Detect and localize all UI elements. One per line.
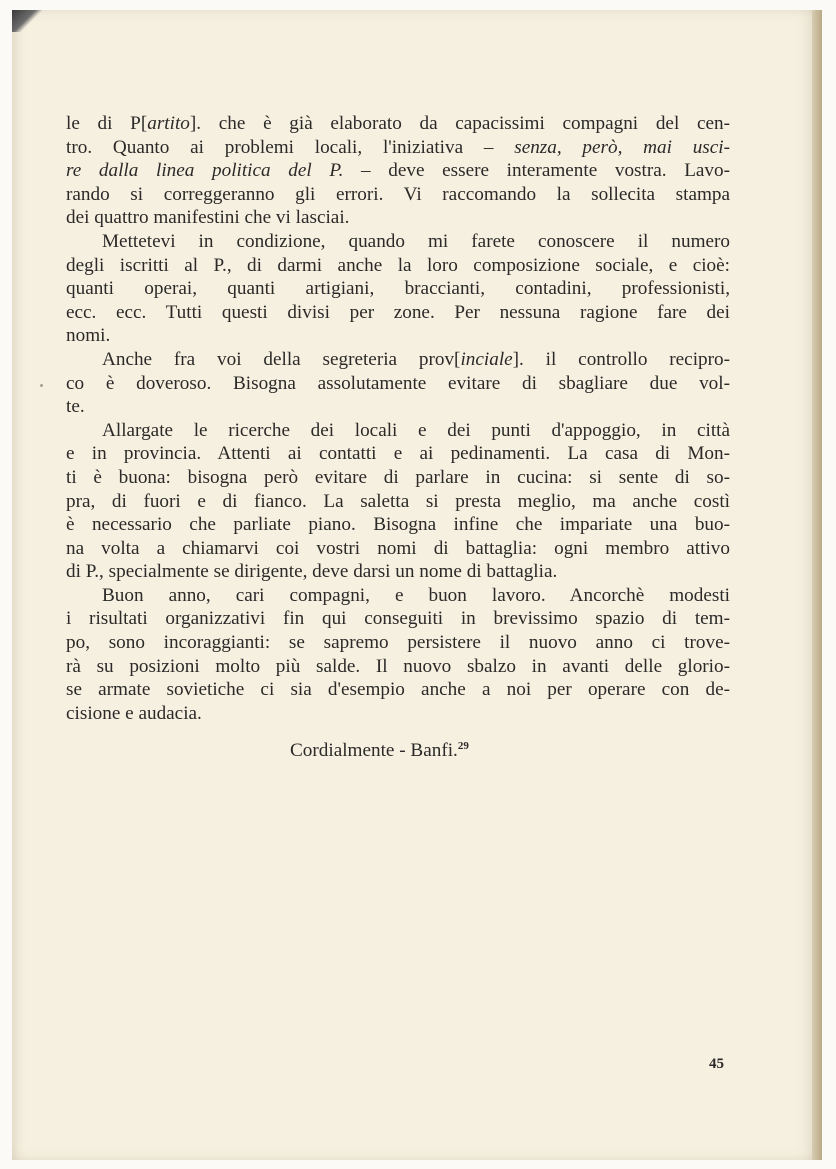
text-line: dei quattro manifestini che vi lasciai. bbox=[66, 207, 350, 229]
text-line: nomi. bbox=[66, 325, 111, 347]
text-line: rà su posizioni molto più salde. Il nuovo sbalzo in avanti delle glorio- bbox=[66, 655, 730, 677]
text-line: le di P[artito]. che è già elaborato da capacissimi compagni del cen- bbox=[66, 113, 730, 134]
text-line: rando si correggeranno gli errori. Vi raccomando la sollecita stampa bbox=[66, 183, 730, 205]
letter-text bbox=[66, 112, 730, 763]
text-line: ti è buona: bisogna però evitare di parlare in cucina: si sente di so- bbox=[66, 466, 730, 488]
page-speck bbox=[40, 384, 43, 387]
text-line: i risultati organizzativi fin qui conseguiti in brevissimo spazio di tem- bbox=[66, 608, 730, 630]
text-line: di P., specialmente se dirigente, deve darsi un nome di battaglia. bbox=[66, 561, 558, 583]
text-line: re dalla linea politica del P. – deve essere interamente vostra. Lavo- bbox=[66, 160, 731, 182]
text-line: quanti operai, quanti artigiani, braccianti, contadini, professionisti, bbox=[66, 278, 730, 300]
signature-text: Cordialmente - Banfi. bbox=[290, 740, 458, 762]
page-number: 45 bbox=[709, 1056, 724, 1072]
text-line: degli iscritti al P., di darmi anche la loro composizione sociale, e cioè: bbox=[66, 254, 730, 276]
book-spine-shadow bbox=[812, 10, 822, 1160]
text-line: po, sono incoraggianti: se sapremo persistere il nuovo anno ci trove- bbox=[66, 632, 730, 654]
text-line: e in provincia. Attenti ai contatti e ai pedinamenti. La casa di Mon- bbox=[66, 443, 730, 465]
text-line: pra, di fuori e di fianco. La saletta si presta meglio, ma anche costì bbox=[66, 490, 730, 512]
text-line: Buon anno, cari compagni, e buon lavoro. Ancorchè modesti bbox=[102, 584, 730, 606]
text-line: è necessario che parliate piano. Bisogna infine che impariate una buo- bbox=[66, 514, 730, 536]
text-line: co è doveroso. Bisogna assolutamente evitare di sbagliare due vol- bbox=[66, 372, 730, 394]
text-line: Anche fra voi della segreteria prov[inciale]. il controllo recipro- bbox=[102, 348, 730, 370]
text-line: cisione e audacia. bbox=[66, 702, 202, 724]
text-line: te. bbox=[66, 396, 85, 418]
scan-corner-shadow bbox=[12, 10, 42, 32]
text-line: na volta a chiamarvi coi vostri nomi di battaglia: ogni membro attivo bbox=[66, 537, 730, 559]
text-line: ecc. ecc. Tutti questi divisi per zone. Per nessuna ragione fare dei bbox=[66, 301, 730, 323]
text-line: Mettetevi in condizione, quando mi farete conoscere il numero bbox=[102, 230, 730, 252]
signature bbox=[66, 735, 730, 763]
text-line: se armate sovietiche ci sia d'esempio anche a noi per operare con de- bbox=[66, 679, 730, 701]
text-line: tro. Quanto ai problemi locali, l'iniziativa – senza, però, mai usci- bbox=[66, 136, 730, 158]
footnote-marker: 29 bbox=[457, 740, 469, 753]
text-line: Allargate le ricerche dei locali e dei punti d'appoggio, in città bbox=[102, 419, 730, 441]
